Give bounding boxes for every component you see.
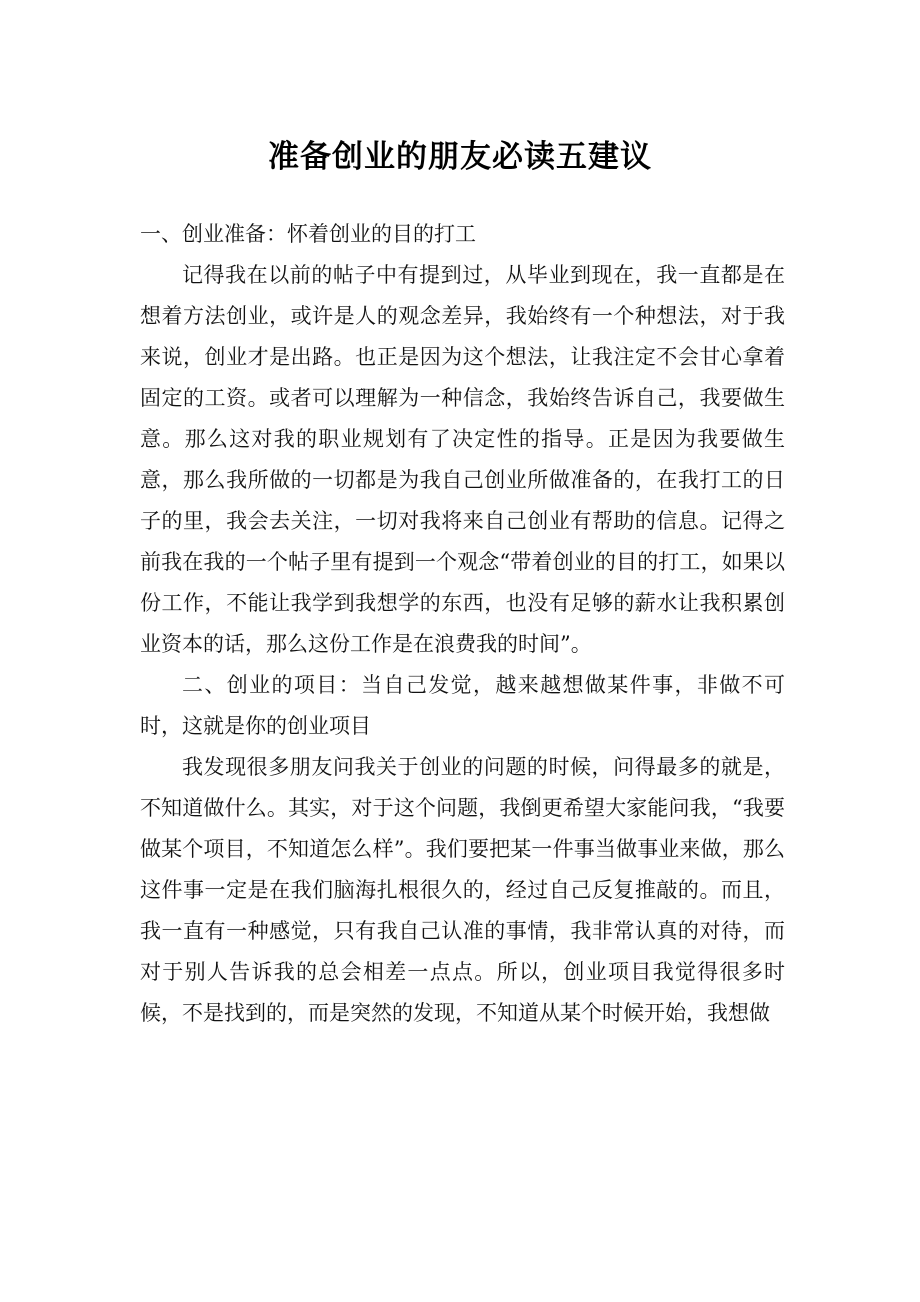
document-body: [140, 214, 785, 1034]
document-title: 准备创业的朋友必读五建议: [268, 138, 652, 175]
section-heading-1: 一、创业准备：怀着创业的目的打工: [140, 222, 476, 246]
paragraph-1: 记得我在以前的帖子中有提到过，从毕业到现在，我一直都是在想着方法创业，或许是人的观念差异，我始终有一个种想法，对于我来说，创业才是出路。也正是因为这个想法，让我注定不会甘心拿着固定的工资。或者可以理解为一种信念，我始终告诉自己，我要做生意。那么这对我的职业规划有了决定性的指导。正是因为我要做生意，那么我所做的一切都是为我自己创业所做准备的，在我打工的日子的里，我会去关注，一切对我将来自己创业有帮助的信息。记得之前我在我的一个帖子里有提到一个观念“带着创业的目的打工，如果以份工作，不能让我学到我想学的东西，也没有足够的薪水让我积累创业资本的话，那么这份工作是在浪费我的时间”。: [140, 263, 785, 656]
paragraph-2: 我发现很多朋友问我关于创业的问题的时候，问得最多的就是，不知道做什么。其实，对于这个问题，我倒更希望大家能问我，“我要做某个项目，不知道怎么样”。我们要把某一件事当做事业来做，那么这件事一定是在我们脑海扎根很久的，经过自己反复推敲的。而且，我一直有一种感觉，只有我自己认准的事情，我非常认真的对待，而对于别人告诉我的总会相差一点点。所以，创业项目我觉得很多时候，不是找到的，而是突然的发现，不知道从某个时候开始，我想做: [140, 755, 785, 1025]
section-heading-2: 二、创业的项目：当自己发觉，越来越想做某件事，非做不可时，这就是你的创业项目: [140, 673, 785, 738]
